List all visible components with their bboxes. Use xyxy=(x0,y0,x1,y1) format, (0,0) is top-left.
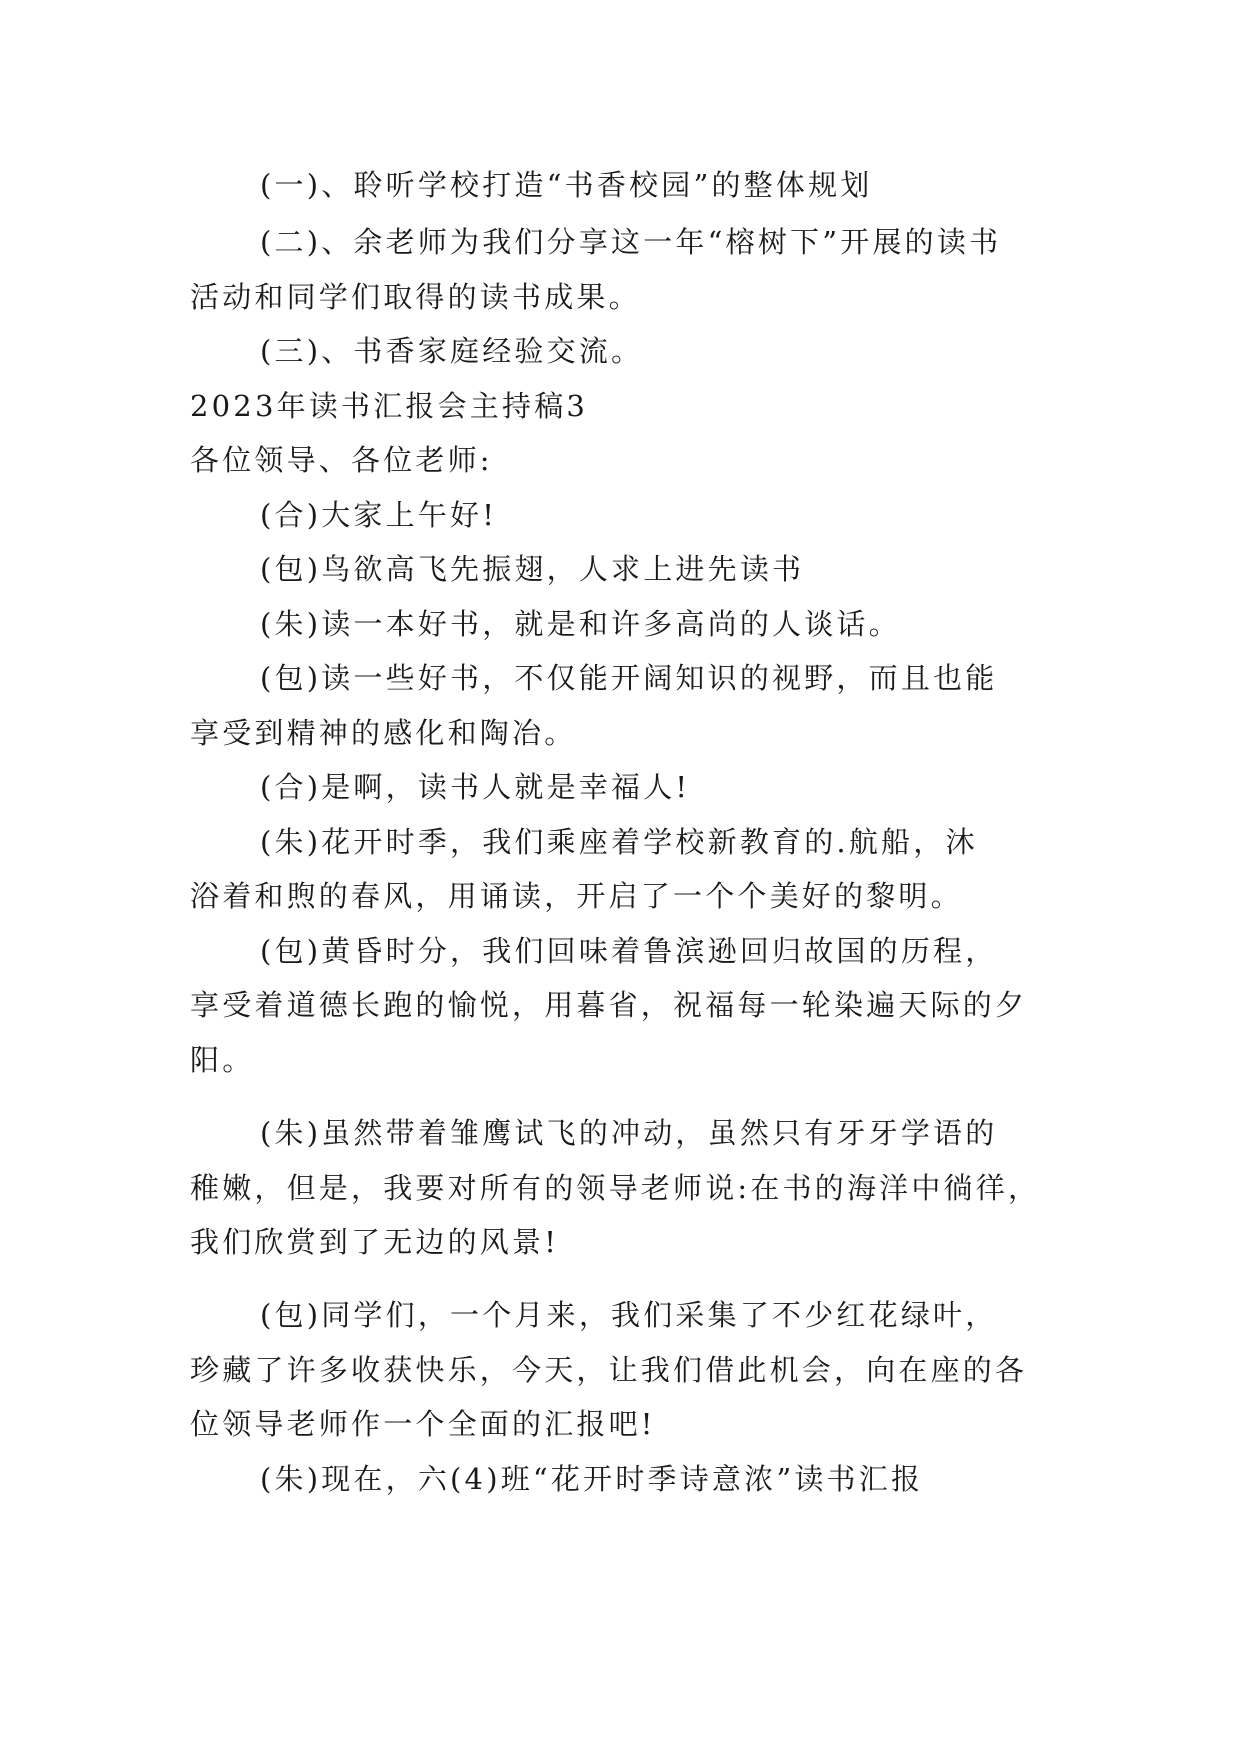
text-line: 位领导老师作一个全面的汇报吧! xyxy=(190,1407,656,1441)
text-line: (朱)虽然带着雏鹰试飞的冲动，虽然只有牙牙学语的 xyxy=(260,1116,998,1150)
text-line: 我们欣赏到了无边的风景! xyxy=(190,1225,560,1259)
text-line: 享受到精神的感化和陶冶。 xyxy=(190,716,577,750)
text-line: 活动和同学们取得的读书成果。 xyxy=(190,280,641,314)
text-line: (二)、余老师为我们分享这一年“榕树下”开展的读书 xyxy=(260,225,1002,259)
text-line: (三)、书香家庭经验交流。 xyxy=(260,334,644,368)
text-line: 享受着道德长跑的愉悦，用暮省，祝福每一轮染遍天际的夕 xyxy=(190,988,1028,1022)
text-line: (朱)读一本好书，就是和许多高尚的人谈话。 xyxy=(260,607,901,641)
text-line: (朱)现在，六(4)班“花开时季诗意浓”读书汇报 xyxy=(260,1462,924,1496)
salutation: 各位领导、各位老师: xyxy=(190,443,493,477)
text-line: (包)黄昏时分，我们回味着鲁滨逊回归故国的历程， xyxy=(260,934,998,968)
text-line: (包)同学们，一个月来，我们采集了不少红花绿叶， xyxy=(260,1298,998,1332)
text-line: (包)读一些好书，不仅能开阔知识的视野，而且也能 xyxy=(260,661,998,695)
text-line: 稚嫩，但是，我要对所有的领导老师说:在书的海洋中徜徉， xyxy=(190,1171,1041,1205)
section-heading: 2023年读书汇报会主持稿3 xyxy=(190,389,589,423)
text-line: (朱)花开时季，我们乘座着学校新教育的.航船，沐 xyxy=(260,825,978,859)
text-line: (包)鸟欲高飞先振翅，人求上进先读书 xyxy=(260,552,805,586)
text-line: 阳。 xyxy=(190,1043,255,1077)
text-line: 浴着和煦的春风，用诵读，开启了一个个美好的黎明。 xyxy=(190,879,963,913)
text-line: 珍藏了许多收获快乐，今天，让我们借此机会，向在座的各 xyxy=(190,1353,1028,1387)
text-line: (合)大家上午好! xyxy=(260,498,498,532)
text-line: (合)是啊，读书人就是幸福人! xyxy=(260,770,691,804)
text-line: (一)、聆听学校打造“书香校园”的整体规划 xyxy=(260,168,873,202)
